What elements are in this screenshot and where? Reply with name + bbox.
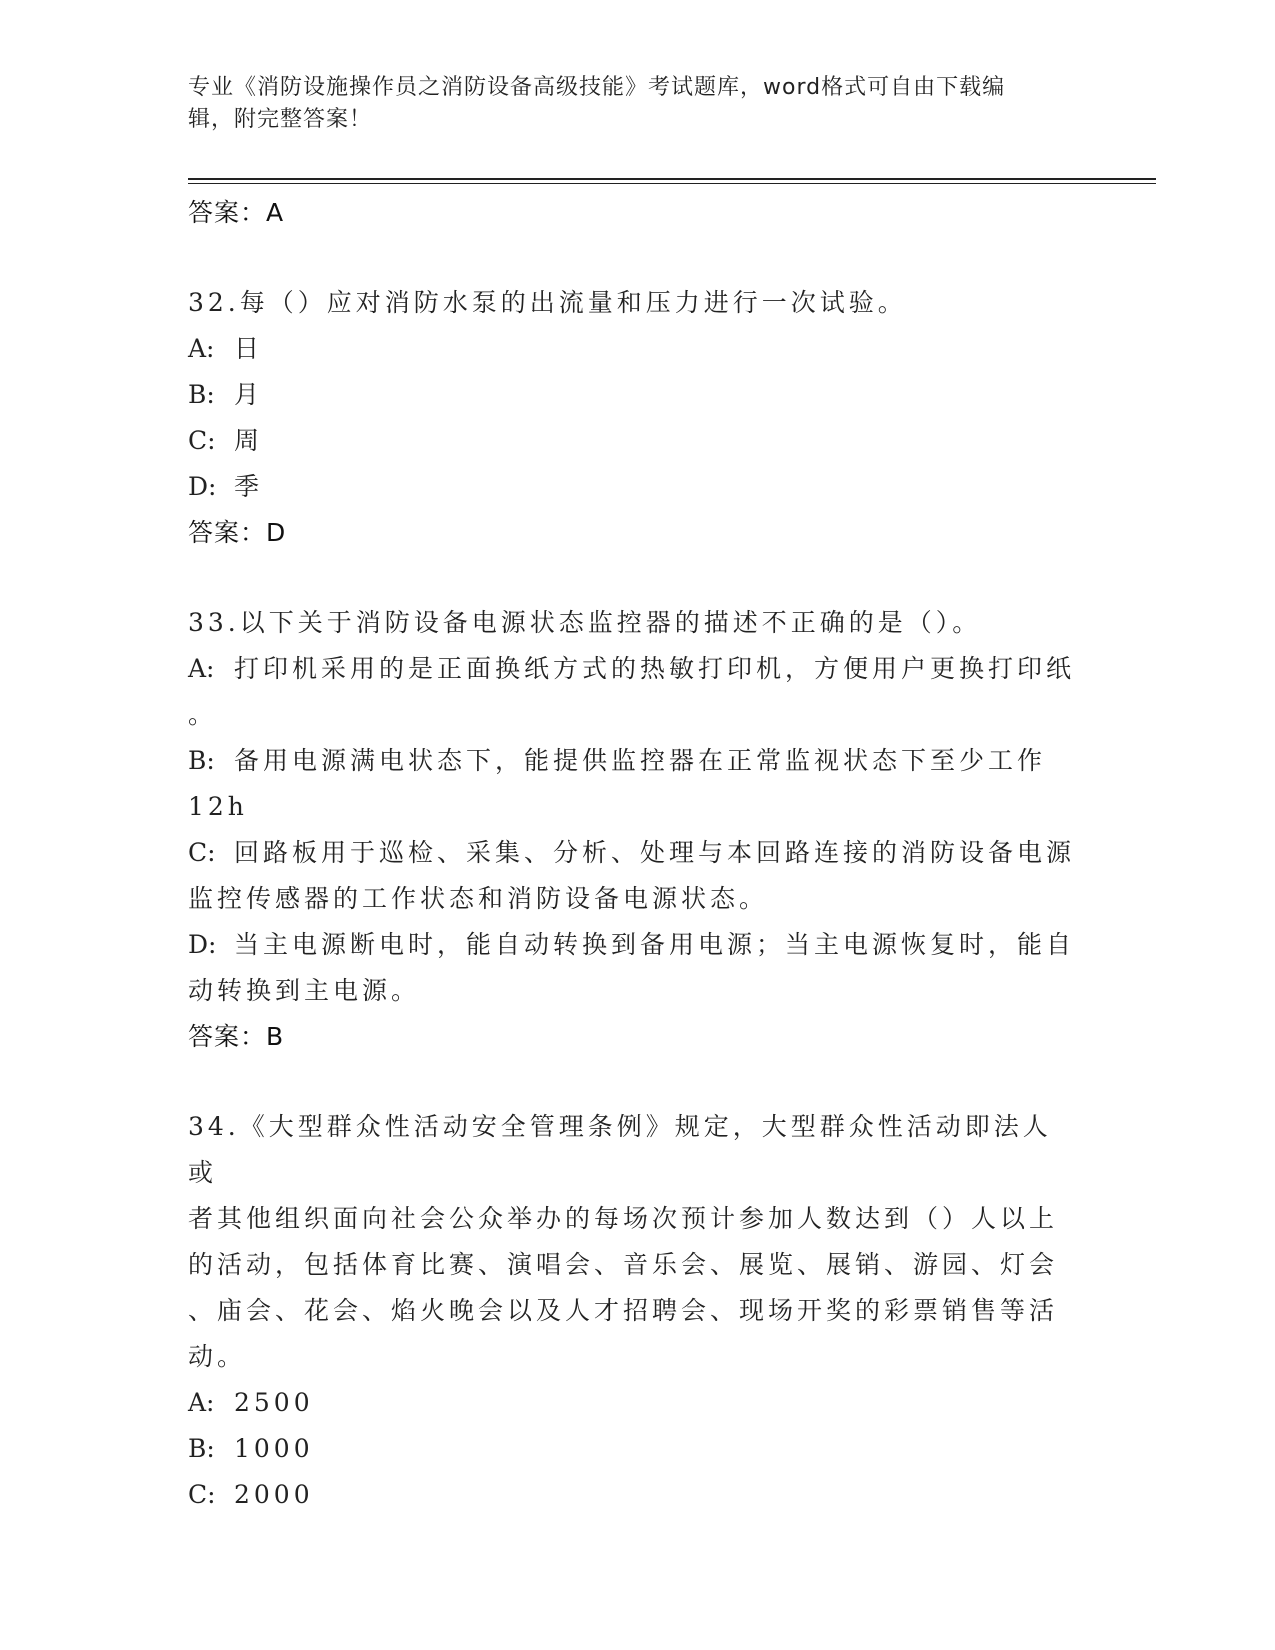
option-c bbox=[188, 418, 1078, 464]
option-a-continued: 。 bbox=[188, 700, 218, 729]
option-c bbox=[188, 1472, 1078, 1518]
answer-31: 答案：A bbox=[188, 198, 285, 227]
document-header bbox=[188, 72, 1088, 136]
option-text: 打印机采用的是正面换纸方式的热敏打印机，方便用户更换打印纸 bbox=[234, 654, 1076, 683]
option-text: 周 bbox=[234, 426, 264, 455]
option-text: 备用电源满电状态下，能提供监控器在正常监视状态下至少工作 bbox=[234, 746, 1047, 775]
header-divider-thin bbox=[188, 183, 1156, 184]
question-33 bbox=[188, 600, 1078, 1060]
header-line-2: 辑，附完整答案！ bbox=[188, 107, 373, 132]
question-stem: 32.每（）应对消防水泵的出流量和压力进行一次试验。 bbox=[188, 288, 907, 317]
option-label: C: bbox=[188, 426, 216, 455]
question-stem-line: 、庙会、花会、焰火晚会以及人才招聘会、现场开奖的彩票销售等活 bbox=[188, 1296, 1059, 1325]
option-text: 日 bbox=[234, 334, 264, 363]
answer-33: 答案：B bbox=[188, 1022, 285, 1051]
header-divider-thick bbox=[188, 178, 1156, 180]
option-label: B: bbox=[188, 746, 215, 775]
option-label: A: bbox=[188, 654, 215, 683]
option-text: 2500 bbox=[234, 1388, 314, 1417]
option-c bbox=[188, 830, 1078, 876]
option-text: 月 bbox=[234, 380, 264, 409]
option-label: D: bbox=[188, 472, 217, 501]
option-d bbox=[188, 464, 1078, 510]
option-b bbox=[188, 372, 1078, 418]
option-label: C: bbox=[188, 838, 216, 867]
question-32 bbox=[188, 280, 1078, 556]
question-stem-line: 动。 bbox=[188, 1342, 247, 1371]
option-text: 回路板用于巡检、采集、分析、处理与本回路连接的消防设备电源 bbox=[234, 838, 1076, 867]
question-stem-line: 的活动，包括体育比赛、演唱会、音乐会、展览、展销、游园、灯会 bbox=[188, 1250, 1059, 1279]
answer-32: 答案：D bbox=[188, 518, 287, 547]
question-stem-line: 者其他组织面向社会公众举办的每场次预计参加人数达到（）人以上 bbox=[188, 1204, 1059, 1233]
question-stem: 33.以下关于消防设备电源状态监控器的描述不正确的是（）。 bbox=[188, 608, 982, 637]
option-d-continued: 动转换到主电源。 bbox=[188, 976, 421, 1005]
option-text: 1000 bbox=[234, 1434, 314, 1463]
option-a bbox=[188, 1380, 1078, 1426]
option-label: B: bbox=[188, 1434, 215, 1463]
option-a bbox=[188, 646, 1078, 692]
option-b bbox=[188, 1426, 1078, 1472]
option-text: 当主电源断电时，能自动转换到备用电源；当主电源恢复时，能自 bbox=[234, 930, 1076, 959]
question-list bbox=[188, 190, 1078, 1518]
option-text: 2000 bbox=[234, 1480, 314, 1509]
option-a bbox=[188, 326, 1078, 372]
option-label: A: bbox=[188, 1388, 215, 1417]
option-text: 季 bbox=[234, 472, 264, 501]
question-34 bbox=[188, 1104, 1078, 1518]
option-label: A: bbox=[188, 334, 215, 363]
option-b-continued: 12h bbox=[188, 792, 248, 821]
option-d bbox=[188, 922, 1078, 968]
option-label: B: bbox=[188, 380, 215, 409]
option-label: C: bbox=[188, 1480, 216, 1509]
question-stem-line: 34.《大型群众性活动安全管理条例》规定，大型群众性活动即法人或 bbox=[188, 1112, 1052, 1187]
option-c-continued: 监控传感器的工作状态和消防设备电源状态。 bbox=[188, 884, 769, 913]
option-label: D: bbox=[188, 930, 217, 959]
header-line-1: 专业《消防设施操作员之消防设备高级技能》考试题库，word格式可自由下载编 bbox=[188, 75, 1006, 100]
option-b bbox=[188, 738, 1078, 784]
